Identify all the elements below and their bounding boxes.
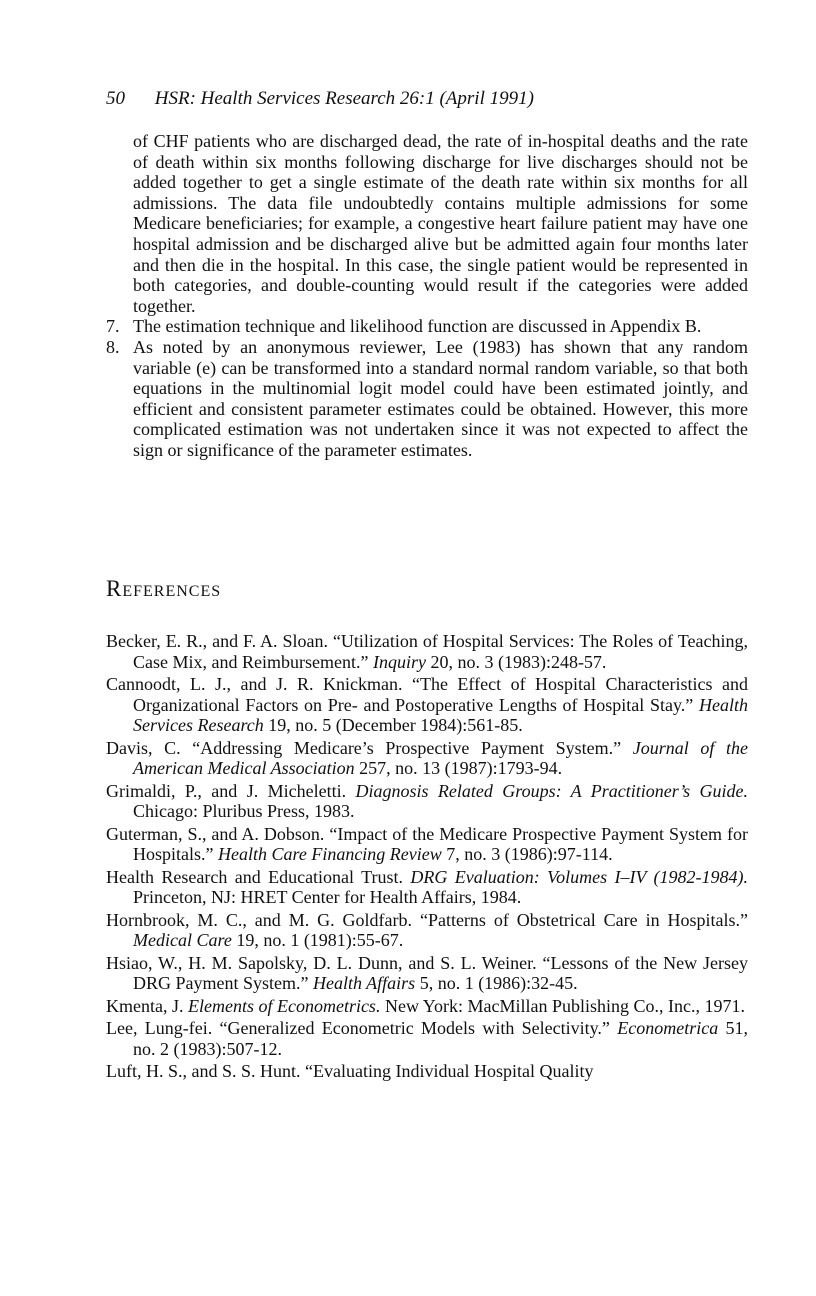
reference-details: 5, no. 1 (1986):32-45. bbox=[415, 973, 578, 993]
references-heading: References bbox=[106, 576, 222, 601]
reference-authors-title: Health Research and Educational Trust. bbox=[106, 866, 411, 887]
reference-entry bbox=[106, 1061, 748, 1082]
reference-source: Diagnosis Related Groups: A Practitioner’s Guide. bbox=[355, 780, 748, 801]
endnote-number: 8. bbox=[106, 336, 120, 357]
reference-entry bbox=[106, 738, 748, 779]
endnotes bbox=[106, 131, 748, 461]
reference-details: New York: MacMillan Publishing Co., Inc., 1971. bbox=[380, 995, 745, 1016]
endnote-8 bbox=[106, 337, 748, 461]
reference-entry bbox=[106, 910, 748, 951]
reference-authors-title: Guterman, S., and A. Dobson. “Impact of the Medicare Prospective Payment System for Hospitals.” bbox=[106, 823, 748, 864]
reference-authors-title: Kmenta, J. bbox=[106, 995, 188, 1016]
reference-authors-title: Cannoodt, L. J., and J. R. Knickman. “The Effect of Hospital Characteristics and Organizational Factors on Pre- and Postoperative Lengths of Hospital Stay.” bbox=[106, 674, 748, 715]
reference-authors-title: Becker, E. R., and F. A. Sloan. “Utilization of Hospital Services: The Roles of Teaching, Case Mix, and Reimbursement.” bbox=[106, 631, 748, 672]
reference-entry bbox=[106, 674, 748, 736]
reference-authors-title: Hornbrook, M. C., and M. G. Goldfarb. “Patterns of Obstetrical Care in Hospitals.” bbox=[106, 909, 748, 930]
reference-details: 20, no. 3 (1983):248-57. bbox=[425, 651, 607, 672]
endnote-text: The estimation technique and likelihood function are discussed in Appendix B. bbox=[133, 316, 702, 337]
reference-details: 19, no. 5 (December 1984):561-85. bbox=[263, 715, 523, 735]
reference-entry bbox=[106, 631, 748, 672]
reference-entry bbox=[106, 953, 748, 994]
reference-details: Princeton, NJ: HRET Center for Health Affairs, 1984. bbox=[133, 887, 522, 907]
reference-details: Chicago: Pluribus Press, 1983. bbox=[133, 801, 355, 821]
reference-source: Journal of the American Medical Association bbox=[133, 737, 748, 778]
endnote-continued bbox=[106, 131, 748, 316]
reference-entry bbox=[106, 996, 748, 1017]
reference-details: 7, no. 3 (1986):97-114. bbox=[441, 844, 613, 864]
endnote-text: of CHF patients who are discharged dead, the rate of in-hospital deaths and the rate of death within six months following discharge for live discharges should not be added together to get a single estimate of the death rate within six months for all admissions. The data file undoubtedly contains multiple admissions for some Medicare beneficiaries; for example, a congestive heart failure patient may have one hospital admission and be discharged alive but be admitted again four months later and then die in the hospital. In this case, the single patient would be represented in both categories, and double-counting would result if the categories were added together. bbox=[133, 131, 748, 316]
reference-source: Health Services Research bbox=[133, 694, 748, 735]
page-number: 50 bbox=[106, 88, 125, 109]
reference-entry bbox=[106, 1018, 748, 1059]
reference-authors-title: Davis, C. “Addressing Medicare’s Prospective Payment System.” bbox=[106, 737, 633, 758]
reference-authors-title: Lee, Lung-fei. “Generalized Econometric Models with Selectivity.” bbox=[106, 1018, 618, 1038]
reference-source: Medical Care bbox=[133, 930, 232, 950]
reference-details: 257, no. 13 (1987):1793-94. bbox=[354, 758, 563, 778]
reference-authors-title: Hsiao, W., H. M. Sapolsky, D. L. Dunn, and S. L. Weiner. “Lessons of the New Jersey DRG Payment System.” bbox=[106, 952, 748, 993]
reference-details: 51, no. 2 (1983):507-12. bbox=[133, 1018, 748, 1059]
reference-source: Inquiry bbox=[372, 651, 426, 672]
reference-source: DRG Evaluation: Volumes I–IV (1982-1984). bbox=[410, 866, 749, 887]
endnote-7 bbox=[106, 316, 748, 337]
reference-authors-title: Grimaldi, P., and J. Micheletti. bbox=[106, 780, 356, 801]
reference-source: Econometrica bbox=[617, 1018, 719, 1038]
reference-entry bbox=[106, 781, 748, 822]
reference-entry bbox=[106, 824, 748, 865]
reference-source: Health Care Financing Review bbox=[218, 844, 442, 864]
endnote-number: 7. bbox=[106, 316, 120, 337]
reference-details: 19, no. 1 (1981):55-67. bbox=[231, 930, 404, 950]
references-list bbox=[106, 631, 748, 1084]
journal-title: HSR: Health Services Research 26:1 (April 1991) bbox=[154, 88, 534, 109]
reference-authors-title: Luft, H. S., and S. S. Hunt. “Evaluating Individual Hospital Quality bbox=[106, 1061, 594, 1081]
reference-source: Health Affairs bbox=[313, 973, 416, 993]
reference-source: Elements of Econometrics. bbox=[187, 995, 381, 1016]
endnote-text: As noted by an anonymous reviewer, Lee (1983) has shown that any random variable (e) can be transformed into a standard normal random variable, so that both equations in the multinomial logit model could have been estimated jointly, and efficient and consistent parameter estimates could be obtained. However, this more complicated estimation was not undertaken since it was not expected to affect the sign or significance of the parameter estimates. bbox=[133, 336, 748, 460]
reference-entry bbox=[106, 867, 748, 908]
running-head bbox=[106, 88, 534, 110]
